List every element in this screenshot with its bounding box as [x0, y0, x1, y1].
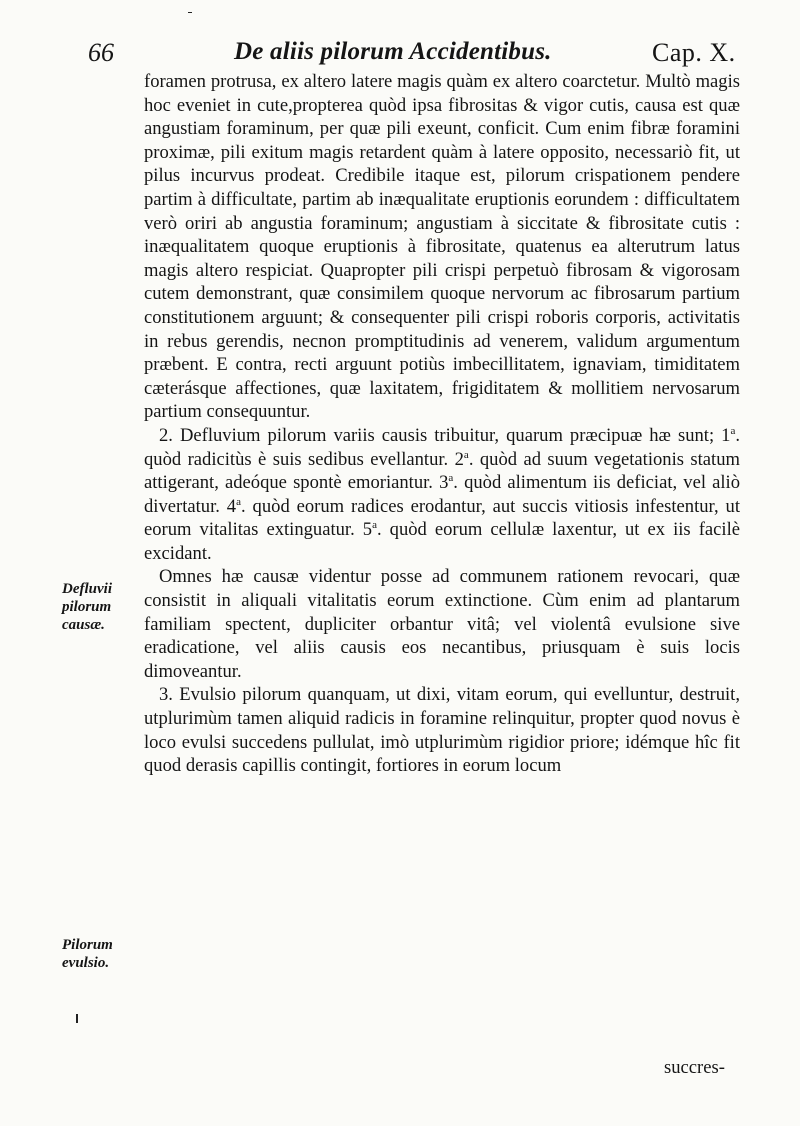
print-speck — [76, 1014, 78, 1023]
paragraph-2-text: . quòd alimentum iis deficiat, vel aliò divertatur. 4 — [144, 472, 741, 517]
ordinal-suffix: a — [730, 424, 736, 437]
ordinal-suffix: a — [463, 448, 469, 461]
body-text — [144, 70, 740, 778]
margin-note-line: pilorum — [62, 599, 112, 615]
print-speck — [188, 12, 192, 13]
paragraph-2-text: . quòd radicitùs è suis sedibus evellantur. 2 — [144, 424, 740, 470]
paragraph-2 — [144, 424, 740, 566]
paragraph-1: foramen protrusa, ex altero latere magis quàm ex altero coarctetur. Multò magis hoc eveniet in cute,propterea quòd ipsa fibrositas & vigor cutis, causa est quæ angustiam foraminum, per quæ pili exeunt, conficit. Cum enim fibræ foramini proximæ, pili exitum magis retardent quàm à latere opposito, necessariò fit, ut pilus incurvus prodeat. Credibile itaque est, pilorum crispationem pendere partim à difficultate, partim ab inæqualitate eruptionis eorundem : difficultatem verò oriri ab angustia foraminum; angustiam à siccitate & fibrositate cutis : inæqualitatem quoque eruptionis à fibrositate, quatenus ea alterutrum latus magis altero respiciat. Quapropter pili crispi perpetuò fibrosam & vigorosam cutem demonstrant, quæ consimilem quoque nervorum ac fibrosarum partium constitutionem arguunt; & consequenter pili crispi roboris corporis, activitatis in rebus gerendis, necnon promptitudinis ad venerem, validum argumentum præbent. E contra, recti arguunt potiùs imbecillitatem, ignaviam, timiditatem cæterásque affectiones, quæ laxitatem, frigiditatem & mollitiem nervosarum partium consequuntur. — [144, 71, 740, 423]
margin-note-evulsio — [62, 936, 142, 972]
ordinal-suffix: a — [236, 495, 241, 508]
chapter-label: Cap. X. — [652, 38, 736, 67]
running-title: De aliis pilorum Accidentibus. — [234, 38, 552, 65]
ordinal-suffix: a — [448, 471, 454, 484]
page-header — [0, 32, 800, 72]
margin-note-line: causæ. — [62, 617, 105, 633]
margin-note-line: Defluvii — [62, 581, 112, 597]
paragraph-2-text: . quòd eorum radices erodantur, aut succis vitiosis infestentur, ut eorum vitalitas extinguatur. 5 — [144, 495, 740, 541]
ordinal-suffix: a — [372, 519, 377, 532]
page-number: 66 — [88, 38, 114, 67]
catchword: succres- — [664, 1057, 725, 1078]
paragraph-2-text: 2. Defluvium pilorum variis causis tribuitur, quarum præcipuæ hæ sunt; 1 — [159, 424, 731, 446]
margin-note-line: Pilorum — [62, 937, 113, 953]
paragraph-2-text: . quòd eorum cellulæ laxentur, ut ex iis facilè excidant. — [144, 519, 740, 564]
paragraph-2-text: . quòd ad suum vegetationis statum attigerant, adeóque spontè emoriantur. 3 — [144, 448, 740, 494]
paragraph-4: 3. Evulsio pilorum quanquam, ut dixi, vitam eorum, qui evelluntur, destruit, utplurimùm tamen aliquid radicis in foramine relinquitur, propter quod novus è loco evulsi succedens pullulat, imò utplurimùm rigidior priore; idémque hîc fit quod derasis capillis contingit, fortiores in eorum locum — [144, 684, 740, 777]
margin-note-line: evulsio. — [62, 955, 110, 971]
margin-note-defluvii — [62, 580, 142, 634]
paragraph-3: Omnes hæ causæ videntur posse ad communem rationem revocari, quæ consistit in aliquali vitalitatis eorum extinctione. Cùm enim ad plantarum familiam spectent, dupliciter orbantur vitâ; vel violentâ evulsione sive eradicatione, vel aliis causis eos necantibus, priusquam è suis locis dimoveantur. — [144, 566, 740, 682]
